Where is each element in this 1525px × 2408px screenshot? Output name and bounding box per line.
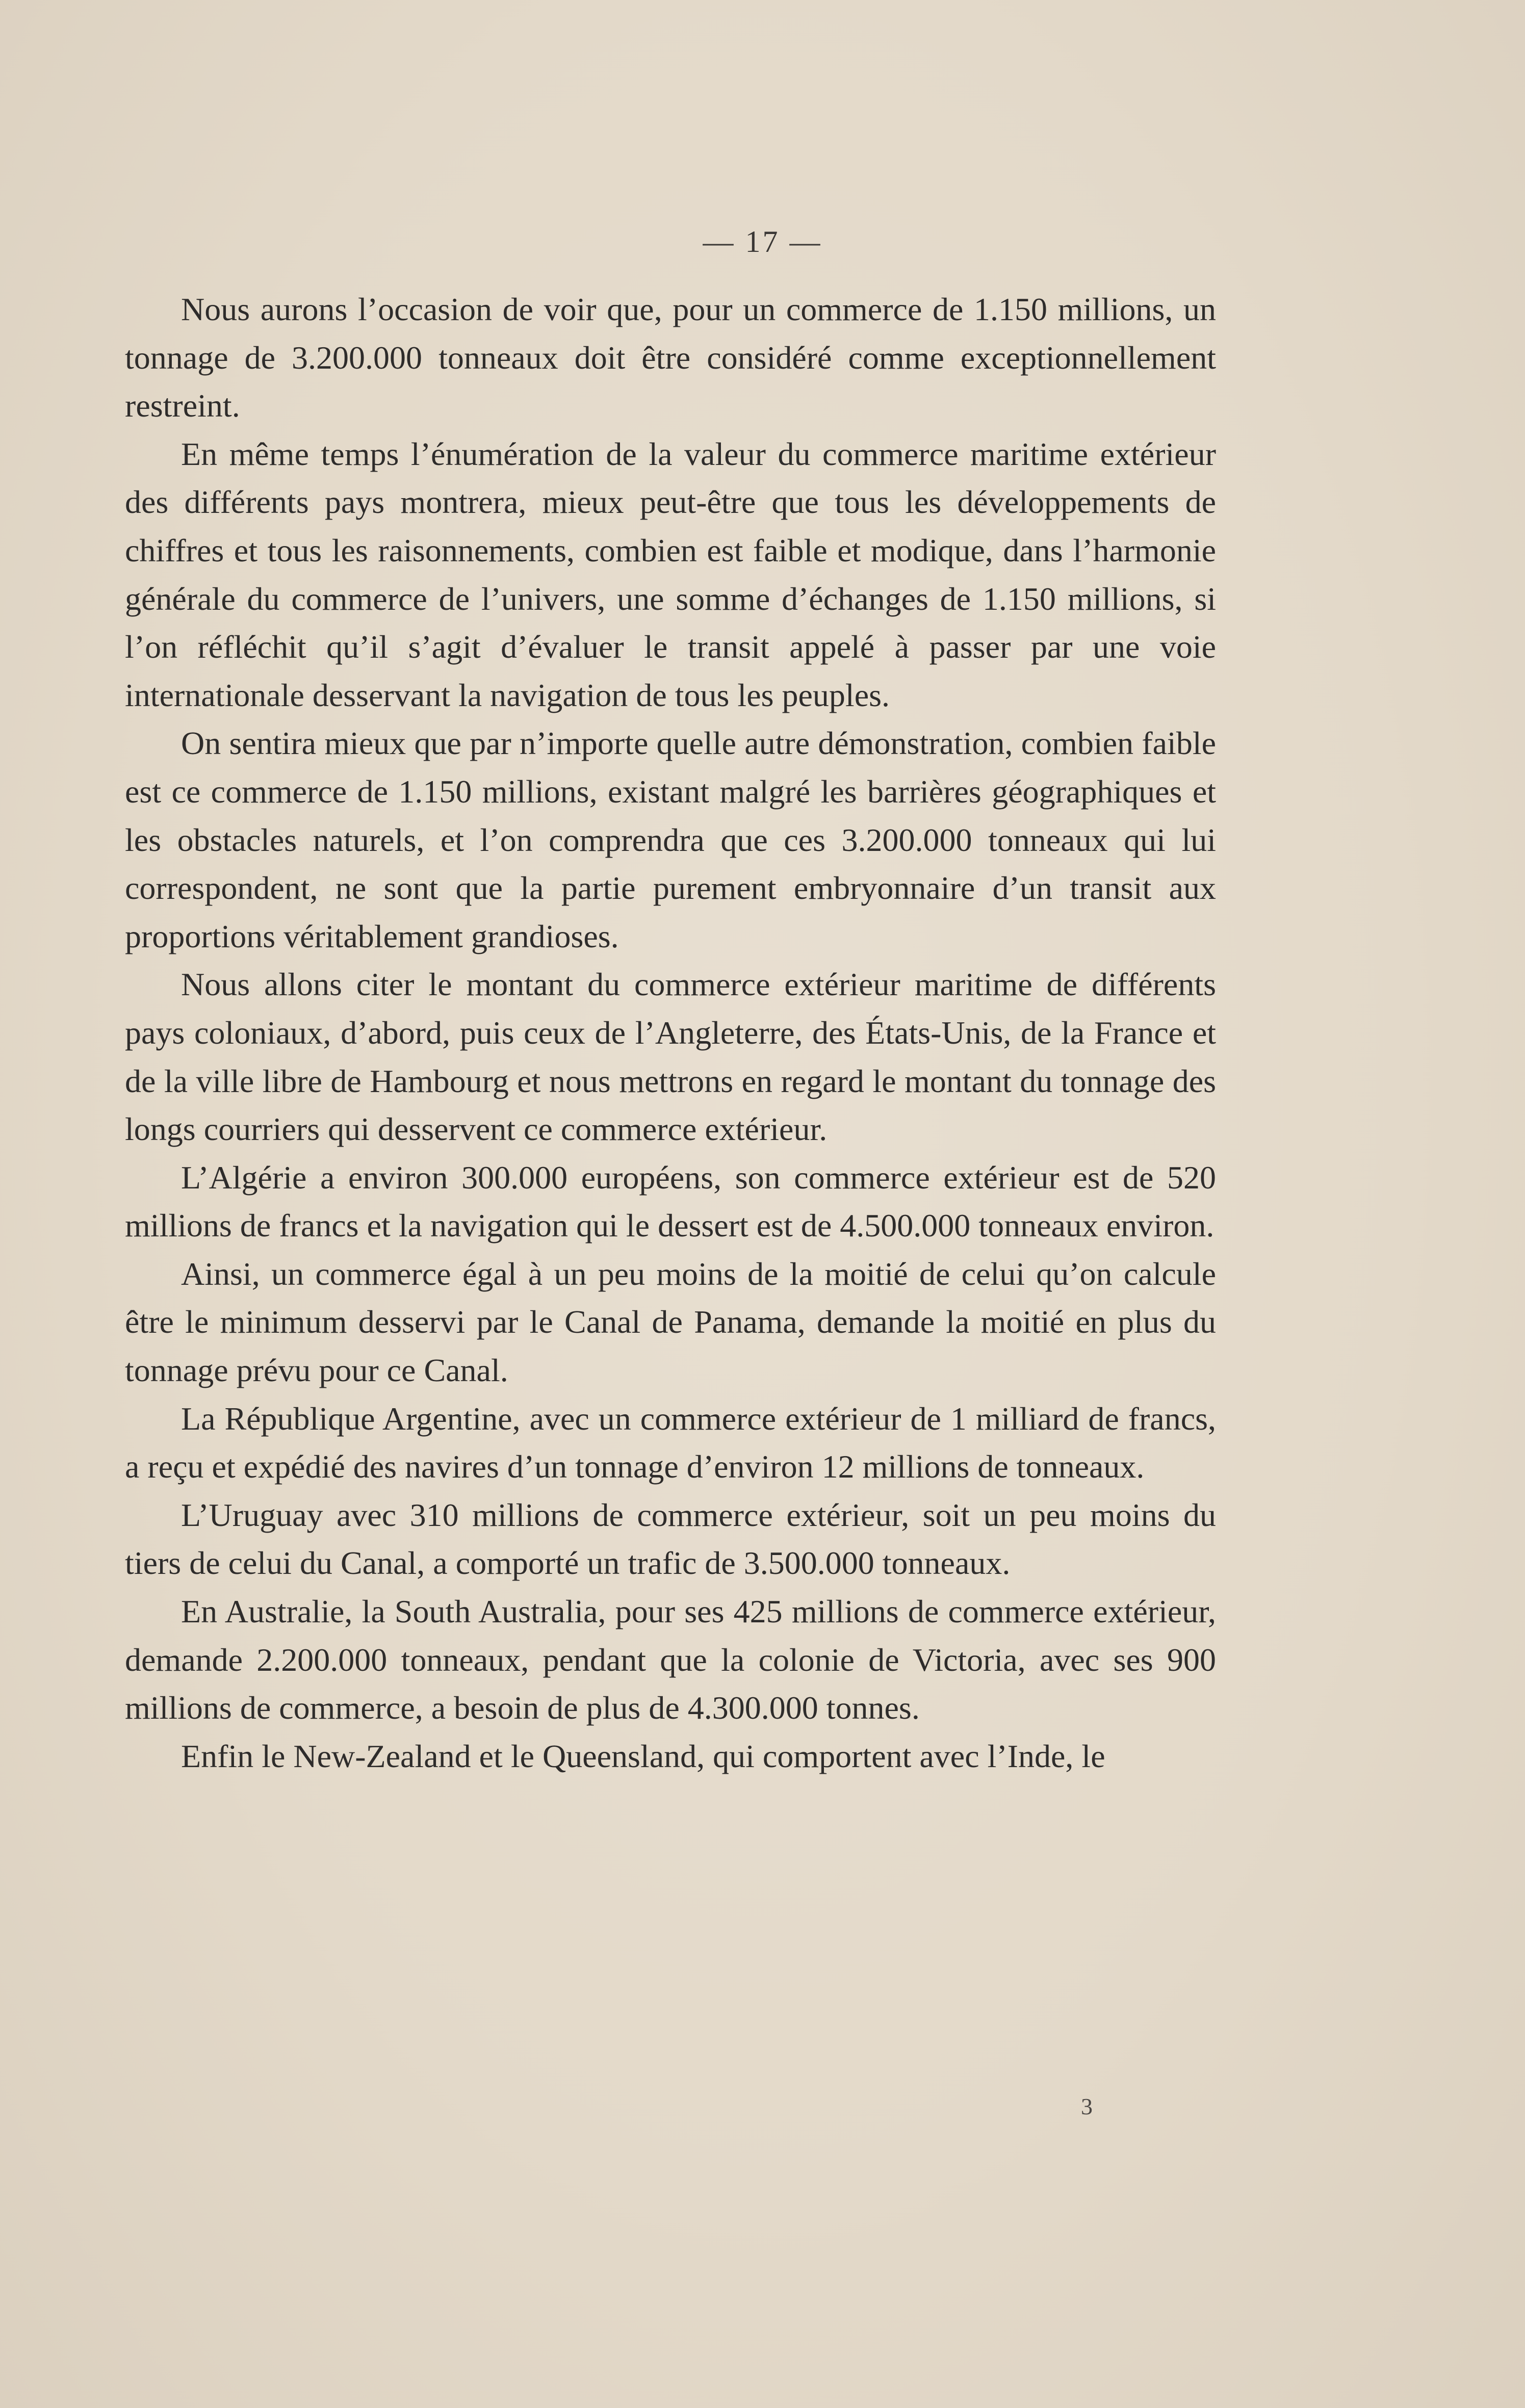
paragraph-7: La République Argentine, avec un commerce extérieur de 1 milliard de francs, a reçu et expédié des navires d’un tonnage d’environ 12 millions de tonneaux. bbox=[125, 1400, 1216, 1485]
paragraph-8: L’Uruguay avec 310 millions de commerce extérieur, soit un peu moins du tiers de celui du Canal, a comporté un trafic de 3.500.000 tonneaux. bbox=[125, 1496, 1216, 1582]
paragraph-3: On sentira mieux que par n’importe quelle autre démonstration, combien faible est ce commerce de 1.150 millions, existant malgré les barrières géographiques et les obstacles naturels, et l’on comprendra que ces 3.200.000 tonneaux qui lui correspondent, ne sont que la partie purement embryonnaire d’un transit aux proportions véritablement grandioses. bbox=[125, 725, 1216, 954]
paragraph-6: Ainsi, un commerce égal à un peu moins de la moitié de celui qu’on calcule être le minimum desservi par le Canal de Panama, demande la moitié en plus du tonnage prévu pour ce Canal. bbox=[125, 1255, 1216, 1389]
paragraph-5: L’Algérie a environ 300.000 européens, son commerce extérieur est de 520 millions de francs et la navigation qui le dessert est de 4.500.000 tonneaux environ. bbox=[125, 1159, 1216, 1244]
body-text bbox=[125, 286, 1216, 1780]
paragraph-9: En Australie, la South Australia, pour ses 425 millions de commerce extérieur, demande 2.200.000 tonneaux, pendant que la colonie de Victoria, avec ses 900 millions de commerce, a besoin de plus de 4.300.000 tonnes. bbox=[125, 1593, 1216, 1726]
page-number: — 17 — bbox=[703, 225, 822, 258]
paragraph-4: Nous allons citer le montant du commerce extérieur maritime de différents pays coloniaux, d’abord, puis ceux de l’Angleterre, des États-Unis, de la France et de la ville libre de Hambourg et nous mettrons en regard le montant du tonnage des longs courriers qui desservent ce commerce extérieur. bbox=[125, 966, 1216, 1148]
paragraph-2: En même temps l’énumération de la valeur du commerce maritime extérieur des différents pays montrera, mieux peut-être que tous les développements de chiffres et tous les raisonnements, combien est faible et modique, dans l’harmonie générale du commerce de l’univers, une somme d’échanges de 1.150 millions, si l’on réfléchit qu’il s’agit d’évaluer le transit appelé à passer par une voie internationale desservant la navigation de tous les peuples. bbox=[125, 435, 1216, 713]
paragraph-10: Enfin le New-Zealand et le Queensland, qui comportent avec l’Inde, le bbox=[181, 1738, 1105, 1774]
paragraph-1: Nous aurons l’occasion de voir que, pour un commerce de 1.150 millions, un tonnage de 3.200.000 tonneaux doit être considéré comme exceptionnellement restreint. bbox=[125, 291, 1216, 424]
signature-mark: 3 bbox=[1081, 2093, 1093, 2119]
